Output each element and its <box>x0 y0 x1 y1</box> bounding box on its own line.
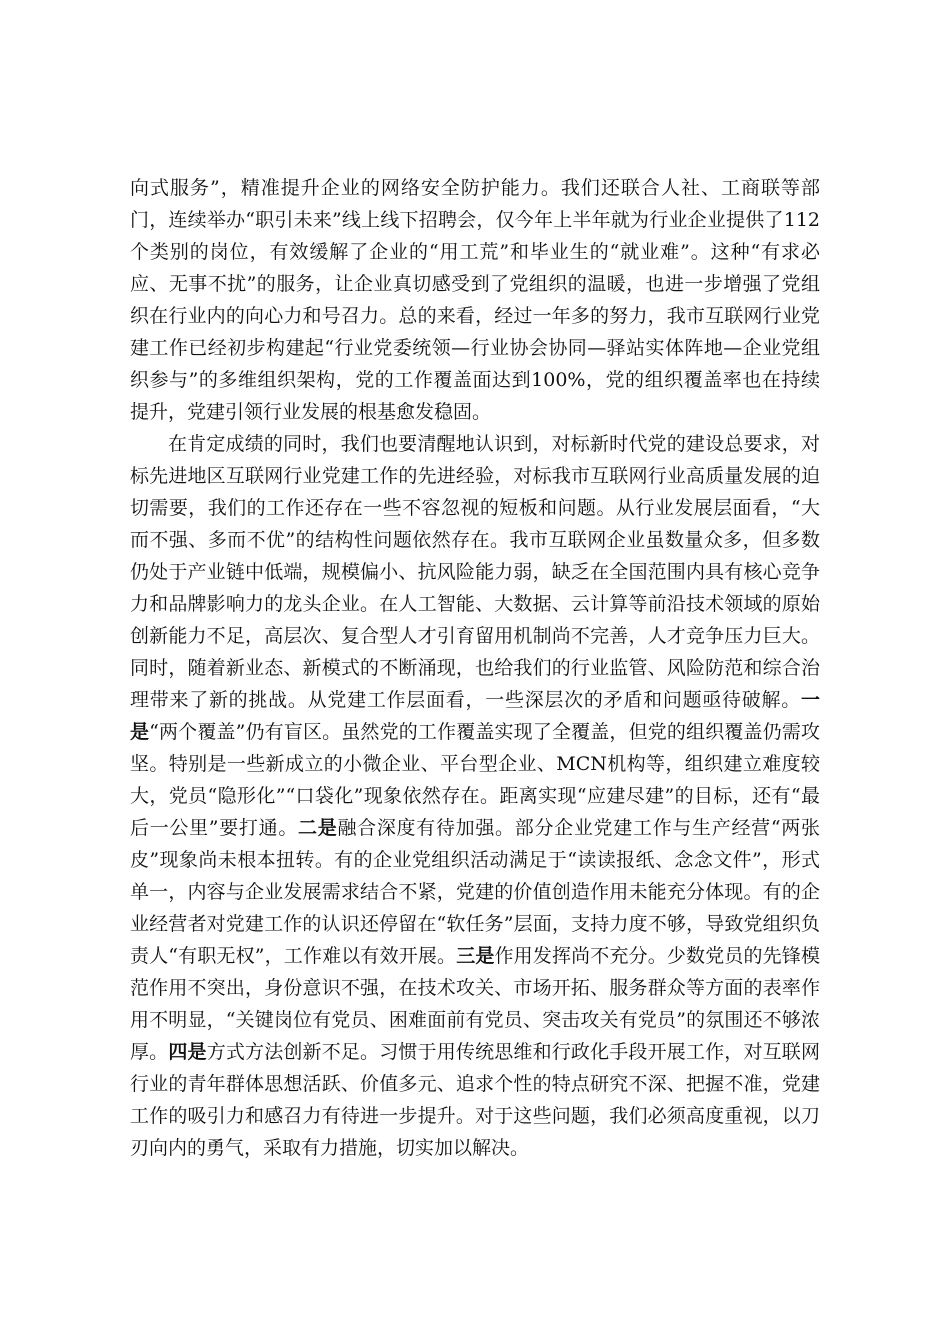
paragraph-2-text-1: 在肯定成绩的同时，我们也要清醒地认识到，对标新时代党的建设总要求，对标先进地区互联网行业党建工作的先进经验，对标我市互联网行业高质量发展的迫切需要，我们的工作还存在一些不容忽视的短板和问题。从行业发展层面看，“大而不强、多而不优”的结构性问题依然存在。我市互联网企业虽数量众多，但多数仍处于产业链中低端，规模偏小、抗风险能力弱，缺乏在全国范围内具有核心竞争力和品牌影响力的龙头企业。在人工智能、大数据、云计算等前沿技术领域的原始创新能力不足，高层次、复合型人才引育留用机制尚不完善，人才竞争压力巨大。同时，随着新业态、新模式的不断涌现，也给我们的行业监管、风险防范和综合治理带来了新的挑战。从党建工作层面看，一些深层次的矛盾和问题亟待破解。 <box>130 433 820 711</box>
paragraph-2-text-2: “两个覆盖”仍有盲区。虽然党的工作覆盖实现了全覆盖，但党的组织覆盖仍需攻坚。特别是一些新成立的小微企业、平台型企业、MCN机构等，组织建立难度较大，党员“隐形化”“口袋化”现象依然存在。距离实现“应建尽建”的目标，还有“最后一公里”要打通。 <box>130 721 820 839</box>
point-one-label: 一是 <box>130 689 820 743</box>
point-four-label: 四是 <box>168 1041 207 1063</box>
paragraph-2-text-4: 作用发挥尚不充分。少数党员的先锋模范作用不突出，身份意识不强，在技术攻关、市场开拓、服务群众等方面的表率作用不明显，“关键岗位有党员、困难面前有党员、突击攻关有党员”的氛围还不够浓厚。 <box>130 945 820 1063</box>
paragraph-2-text-3: 融合深度有待加强。部分企业党建工作与生产经营“两张皮”现象尚未根本扭转。有的企业党组织活动满足于“读读报纸、念念文件”，形式单一，内容与企业发展需求结合不紧，党建的价值创造作用未能充分体现。有的企业经营者对党建工作的认识还停留在“软任务”层面，支持力度不够，导致党组织负责人“有职无权”，工作难以有效开展。 <box>130 817 820 967</box>
paragraph-2-text-5: 方式方法创新不足。习惯于用传统思维和行政化手段开展工作，对互联网行业的青年群体思想活跃、价值多元、追求个性的特点研究不深、把握不准，党建工作的吸引力和感召力有待进一步提升。对于这些问题，我们必须高度重视，以刀刃向内的勇气，采取有力措施，切实加以解决。 <box>130 1041 820 1159</box>
point-two-label: 二是 <box>298 817 338 839</box>
document-body <box>130 172 820 1164</box>
paragraph-1: 向式服务”，精准提升企业的网络安全防护能力。我们还联合人社、工商联等部门，连续举办“职引未来”线上线下招聘会，仅今年上半年就为行业企业提供了112个类别的岗位，有效缓解了企业的“用工荒”和毕业生的“就业难”。这种“有求必应、无事不扰”的服务，让企业真切感受到了党组织的温暖，也进一步增强了党组织在行业内的向心力和号召力。总的来看，经过一年多的努力，我市互联网行业党建工作已经初步构建起“行业党委统领—行业协会协同—驿站实体阵地—企业党组织参与”的多维组织架构，党的工作覆盖面达到100%，党的组织覆盖率也在持续提升，党建引领行业发展的根基愈发稳固。 <box>130 177 820 423</box>
paragraph-2 <box>130 428 820 1164</box>
point-three-label: 三是 <box>456 945 495 967</box>
